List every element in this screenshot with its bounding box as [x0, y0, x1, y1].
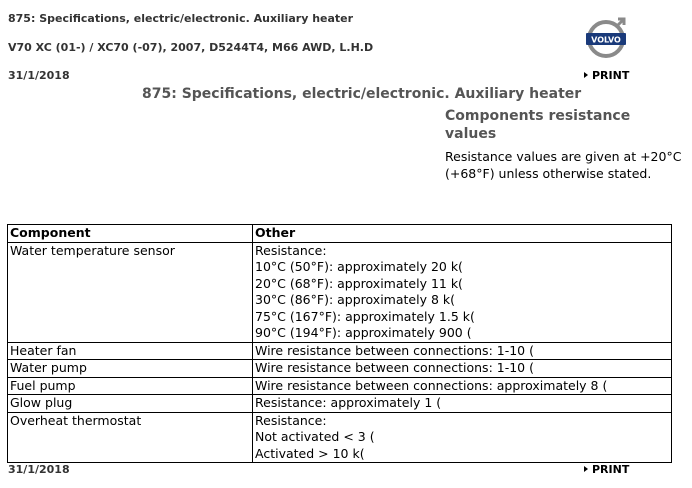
- arrow-right-icon: [584, 466, 588, 472]
- other-line: 30°C (86°F): approximately 8 k(: [255, 292, 455, 307]
- other-line: Wire resistance between connections: 1-10 (: [255, 342, 534, 358]
- component-cell: Fuel pump: [8, 377, 253, 395]
- print-label: PRINT: [592, 69, 630, 82]
- document-title: 875: Specifications, electric/electronic. Auxiliary heater: [8, 12, 354, 25]
- table-row: [8, 395, 672, 413]
- date-bottom: 31/1/2018: [8, 463, 70, 476]
- other-line: Activated > 10 k(: [255, 445, 365, 461]
- other-cell: [253, 377, 672, 395]
- other-cell: [253, 342, 672, 360]
- component-cell: Heater fan: [8, 342, 253, 360]
- component-cell: Water temperature sensor: [8, 242, 253, 342]
- print-button-top[interactable]: [584, 69, 629, 82]
- other-line: 90°C (194°F): approximately 900 (: [255, 325, 472, 340]
- other-cell: [253, 412, 672, 463]
- other-line: 75°C (167°F): approximately 1.5 k(: [255, 308, 475, 324]
- logo-wordmark: VOLVO: [591, 35, 621, 45]
- table-header-row: [8, 225, 672, 243]
- table-row: [8, 342, 672, 360]
- other-line: Resistance:: [255, 242, 327, 258]
- table-row: [8, 242, 672, 342]
- arrow-right-icon: [584, 72, 588, 78]
- page-title: 875: Specifications, electric/electronic. Auxiliary heater: [142, 86, 582, 102]
- other-line: Not activated < 3 (: [255, 429, 375, 444]
- other-line: 10°C (50°F): approximately 20 k(: [255, 259, 463, 274]
- component-cell: Glow plug: [8, 395, 253, 413]
- print-label: PRINT: [592, 463, 630, 476]
- column-header-component: Component: [8, 225, 253, 243]
- resistance-table: [7, 224, 672, 463]
- table-row: [8, 360, 672, 378]
- other-line: Wire resistance between connections: approximately 8 (: [255, 377, 608, 393]
- other-line: Resistance: approximately 1 (: [255, 395, 442, 410]
- other-line: Resistance:: [255, 412, 327, 428]
- other-line: 20°C (68°F): approximately 11 k(: [255, 275, 463, 291]
- print-button-bottom[interactable]: [584, 463, 629, 476]
- table-row: [8, 412, 672, 463]
- vehicle-info: V70 XC (01-) / XC70 (-07), 2007, D5244T4, M66 AWD, L.H.D: [8, 41, 374, 54]
- column-header-other: Other: [253, 225, 672, 243]
- other-line: Wire resistance between connections: 1-10 (: [255, 360, 534, 375]
- date-top: 31/1/2018: [8, 69, 70, 82]
- other-cell: [253, 360, 672, 378]
- section-title: Components resistance values: [445, 108, 631, 142]
- other-cell: [253, 395, 672, 413]
- other-cell: [253, 242, 672, 342]
- component-cell: Overheat thermostat: [8, 412, 253, 463]
- intro-text: Resistance values are given at +20°C (+68°F) unless otherwise stated.: [445, 149, 682, 181]
- volvo-logo: [583, 14, 629, 60]
- table-row: [8, 377, 672, 395]
- component-cell: Water pump: [8, 360, 253, 378]
